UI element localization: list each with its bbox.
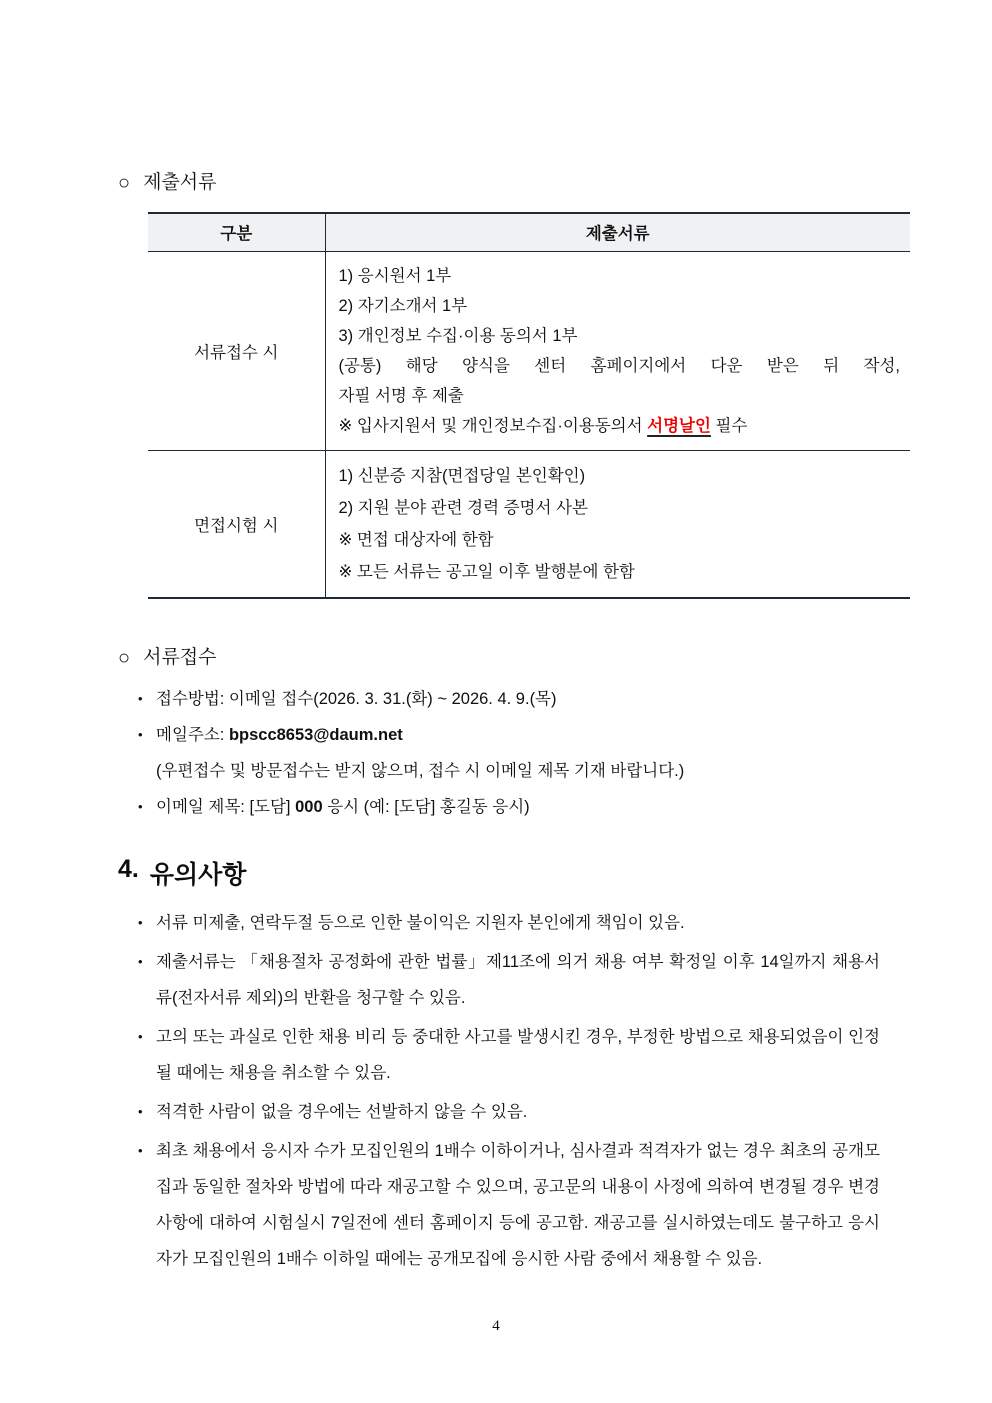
page-number: 4 (492, 1318, 500, 1334)
table-header-documents: 제출서류 (325, 213, 910, 251)
email-subject-item (118, 789, 992, 825)
note-text: 최초 채용에서 응시자 수가 모집인원의 1배수 이하이거나, 심사결과 적격자가 없는 경우 최초의 공개모집과 동일한 절차와 방법에 따라 재공고할 수 있으며, 공고문의 내용이 사정에 의하여 변경될 경우 변경사항에 대하여 시험실시 7일전에 센터 홈페이지 등에 공고함. 재공고를 실시하였는데도 불구하고 응시자가 모집인원의 1배수 이하일 때에는 공개모집에 응시한 사람 중에서 채용할 수 있음. (156, 1141, 880, 1268)
bullet-icon: • (138, 1103, 143, 1119)
note-item (118, 905, 880, 941)
email-subject-prefix: 이메일 제목: [도담] (156, 797, 296, 816)
bullet-icon: • (138, 690, 143, 706)
notes-section-heading (118, 855, 992, 891)
bullet-icon: • (138, 953, 143, 969)
documents-cell (325, 251, 910, 450)
signature-note-suffix: 필수 (710, 416, 748, 435)
category-cell: 서류접수 시 (194, 343, 279, 362)
note-item (118, 1133, 880, 1277)
signature-note-prefix: ※ 입사지원서 및 개인정보수집·이용동의서 (338, 416, 648, 435)
submission-documents-table (148, 212, 910, 599)
reception-list (118, 681, 992, 825)
bullet-icon: • (138, 1142, 143, 1158)
notes-heading-label: 유의사항 (149, 860, 247, 889)
doc-line: 2) 자기소개서 1부 (338, 296, 468, 315)
documents-cell (325, 450, 910, 598)
email-subject-text (156, 789, 992, 825)
doc-line: ※ 모든 서류는 공고일 이후 발행분에 한함 (338, 562, 635, 581)
reception-method-item (118, 681, 992, 717)
note-item (118, 1094, 880, 1130)
email-address-text (156, 717, 992, 753)
doc-line: 2) 지원 분야 관련 경력 증명서 사본 (338, 498, 588, 517)
doc-line: 3) 개인정보 수집·이용 동의서 1부 (338, 326, 578, 345)
doc-line: ※ 면접 대상자에 한함 (338, 530, 494, 549)
category-cell: 면접시험 시 (148, 450, 325, 598)
notes-heading-number: 4. (118, 854, 139, 883)
note-item (118, 944, 880, 1016)
notes-list (118, 905, 880, 1277)
reception-method-text: 접수방법: 이메일 접수(2026. 3. 31.(화) ~ 2026. 4. 9.(목) (156, 689, 557, 708)
bullet-icon: • (138, 1028, 143, 1044)
doc-line: 1) 신분증 지참(면접당일 본인확인) (338, 466, 586, 485)
doc-line-signature-note (339, 411, 901, 441)
doc-line: 자필 서명 후 제출 (338, 386, 464, 405)
bullet-icon: • (138, 798, 143, 814)
note-text: 적격한 사람이 없을 경우에는 선발하지 않을 수 있음. (156, 1102, 528, 1121)
bullet-icon: • (138, 726, 143, 742)
submission-documents-heading (118, 170, 992, 196)
email-value: bpscc8653@daum.net (228, 725, 403, 744)
email-address-label: 메일주소: (156, 725, 229, 744)
note-text: 서류 미제출, 연락두절 등으로 인한 불이익은 지원자 본인에게 책임이 있음. (156, 913, 685, 932)
email-address-item (118, 717, 992, 753)
table-header-category: 구분 (148, 213, 325, 251)
table-row-interview-exam (148, 450, 910, 598)
signature-seal-highlight: 서명날인 (647, 416, 711, 435)
doc-line: (공통) 해당 양식을 센터 홈페이지에서 다운 받은 뒤 작성, (338, 356, 900, 375)
reception-note: (우편접수 및 방문접수는 받지 않으며, 접수 시 이메일 제목 기재 바랍니다.) (156, 761, 685, 780)
reception-heading-label: 서류접수 (143, 646, 217, 668)
table-header-row (148, 213, 910, 251)
submission-documents-heading-label: 제출서류 (143, 172, 217, 193)
table-row-document-reception (148, 251, 910, 450)
note-item (118, 1019, 880, 1091)
reception-heading (118, 645, 992, 671)
note-text: 고의 또는 과실로 인한 채용 비리 등 중대한 사고를 발생시킨 경우, 부정한 방법으로 채용되었음이 인정될 때에는 채용을 취소할 수 있음. (156, 1027, 880, 1082)
note-text: 제출서류는 「채용절차 공정화에 관한 법률」제11조에 의거 채용 여부 확정일 이후 14일까지 채용서류(전자서류 제외)의 반환을 청구할 수 있음. (156, 952, 880, 1007)
email-subject-placeholder: 000 (295, 797, 323, 816)
circle-marker-icon: ○ (118, 646, 131, 669)
doc-line: 1) 응시원서 1부 (338, 266, 452, 285)
circle-marker-icon: ○ (118, 172, 131, 194)
bullet-icon: • (138, 914, 143, 930)
email-subject-suffix: 응시 (예: [도담] 홍길동 응시) (322, 797, 530, 816)
